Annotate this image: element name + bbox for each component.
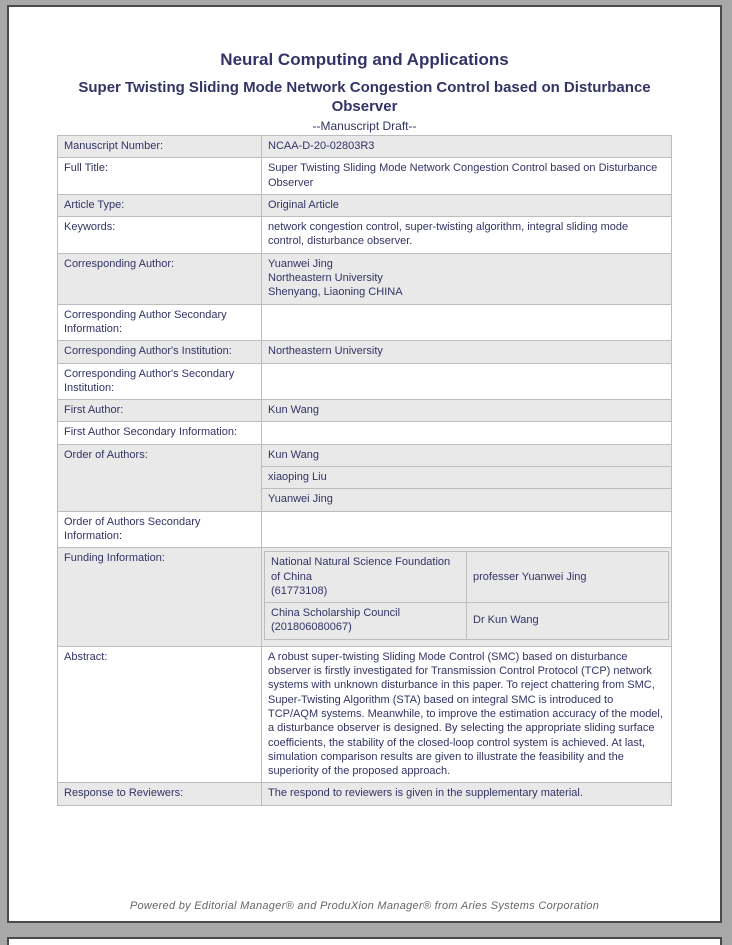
row-label: Order of Authors:: [58, 445, 262, 511]
row-label: Full Title:: [58, 158, 262, 194]
next-page-edge: [7, 937, 722, 945]
corresponding-author-affiliation: Northeastern University: [268, 272, 383, 285]
row-value: [262, 305, 671, 341]
table-row-keywords: [58, 217, 671, 254]
row-label: Corresponding Author Secondary Information:: [58, 305, 262, 341]
author-list-item: Kun Wang: [262, 445, 671, 467]
footer-text: Powered by Editorial Manager® and ProduXion Manager® from Aries Systems Corporation: [129, 900, 600, 912]
draft-label: --Manuscript Draft--: [312, 118, 417, 133]
row-value: [262, 445, 671, 511]
manuscript-page: [7, 5, 722, 923]
author-list-item: Yuanwei Jing: [268, 493, 333, 506]
row-value: Northeastern University: [268, 345, 383, 358]
funding-source-id: (201806080067): [271, 621, 352, 634]
table-row-full-title: [58, 158, 671, 195]
funding-recipient: professer Yuanwei Jing: [467, 552, 669, 603]
funding-row: [265, 603, 669, 640]
funding-table: [264, 551, 669, 639]
journal-title: Neural Computing and Applications: [220, 50, 509, 69]
table-row-corresponding-secondary-institution: [58, 364, 671, 401]
table-row-abstract: [58, 647, 671, 784]
table-row-first-author-secondary: [58, 422, 671, 444]
table-row-response-to-reviewers: [58, 783, 671, 804]
row-value: The respond to reviewers is given in the supplementary material.: [268, 787, 583, 800]
row-label: Manuscript Number:: [58, 136, 262, 157]
row-label: First Author Secondary Information:: [58, 422, 262, 443]
page-header: [9, 7, 720, 133]
funding-table-wrap: [262, 548, 671, 645]
row-label: Corresponding Author:: [58, 254, 262, 304]
row-label: Order of Authors Secondary Information:: [58, 512, 262, 548]
row-value: [262, 254, 671, 304]
row-value: Original Article: [268, 198, 339, 211]
table-row-order-of-authors-secondary: [58, 512, 671, 549]
table-row-corresponding-institution: [58, 341, 671, 363]
row-label: Corresponding Author's Institution:: [58, 341, 262, 362]
table-row-order-of-authors: [58, 445, 671, 512]
row-value: [262, 512, 671, 548]
row-value: network congestion control, super-twisting algorithm, integral sliding mode control, disturbance observer.: [268, 221, 629, 248]
row-label: Article Type:: [58, 195, 262, 216]
table-row-first-author: [58, 400, 671, 422]
table-row-corresponding-author: [58, 254, 671, 305]
table-row-corresponding-author-secondary: [58, 305, 671, 342]
row-label: First Author:: [58, 400, 262, 421]
row-label: Funding Information:: [58, 548, 262, 645]
row-label: Corresponding Author's Secondary Institution:: [58, 364, 262, 400]
funding-source: [265, 552, 467, 603]
row-value: [262, 364, 671, 400]
row-value: [262, 422, 671, 443]
funding-source-name: China Scholarship Council: [271, 607, 401, 620]
row-value: Super Twisting Sliding Mode Network Congestion Control based on Disturbance Observer: [268, 162, 658, 189]
funding-source: [265, 603, 467, 640]
row-label: Keywords:: [58, 217, 262, 253]
author-list-item: xiaoping Liu: [262, 467, 671, 489]
row-value: A robust super-twisting Sliding Mode Control (SMC) based on disturbance observer is firstly investigated for Transmission Control Protocol (TCP) network systems with unknown disturbance in this paper. To reject chattering from SMC, Super-Twisting Algorithm (STA) based on integral SMC is introduced to TCP/AQM systems. Meanwhile, to improve the estimation accuracy of the model, a disturbance observer is designed. By selecting the appropriate sliding surface coefficients, the stability of the closed-loop control system is achieved. At last, simulation comparison results are given to illustrate the feasibility and the superiority of the proposed approach.: [268, 650, 663, 778]
manuscript-title: Super Twisting Sliding Mode Network Congestion Control based on Disturbance Observer: [78, 79, 651, 115]
table-row-manuscript-number: [58, 136, 671, 158]
corresponding-author-location: Shenyang, Liaoning CHINA: [268, 286, 403, 299]
funding-source-id: (61773108): [271, 584, 328, 597]
table-row-funding-information: [58, 548, 671, 646]
table-row-article-type: [58, 195, 671, 217]
corresponding-author-name: Yuanwei Jing: [268, 257, 333, 270]
funding-row: [265, 552, 669, 603]
row-label: Response to Reviewers:: [58, 783, 262, 804]
manuscript-info-table: [57, 135, 672, 806]
row-label: Abstract:: [58, 647, 262, 783]
row-value: NCAA-D-20-02803R3: [268, 140, 375, 152]
row-value: [262, 548, 671, 645]
funding-recipient: Dr Kun Wang: [467, 603, 669, 640]
funding-source-name: National Natural Science Foundation of China: [271, 556, 451, 583]
row-value: Kun Wang: [268, 404, 319, 417]
